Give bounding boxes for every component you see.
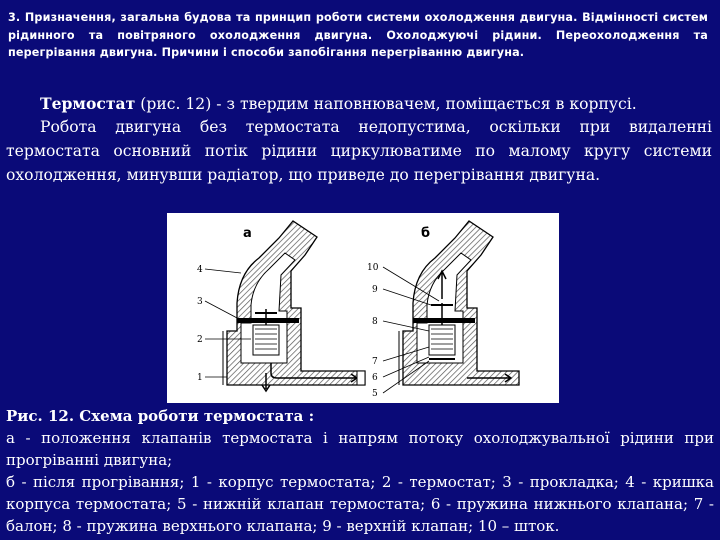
label-a: а (243, 226, 252, 241)
label-b: б (421, 226, 431, 241)
callout-10: 10 (367, 263, 379, 273)
callout-7: 7 (372, 357, 378, 367)
callout-4: 4 (197, 265, 203, 275)
slide-title: 3. Призначення, загальна будова та принцип роботи системи охолодження двигуна. Відмінності систем рідинного та повітряного охолодження двигуна. Охолоджуючі рідини. Переохолодження та перегрівання двигуна. Причини і способи запобігання перегріванню двигуна. (8, 11, 708, 59)
caption-line-b: б - після прогрівання; 1 - корпус термостата; 2 - термостат; 3 - прокладка; 4 - кришка корпуса термостата; 5 - нижній клапан термостата; 6 - пружина нижнього клапана; 7 - балон; 8 - пружина верхнього клапана; 9 - верхній клапан; 10 – шток. (6, 473, 714, 535)
caption-title: Рис. 12. Схема роботи термостата : (6, 407, 315, 425)
term-thermostat: Термостат (40, 94, 136, 113)
thermostat-paragraph (6, 92, 712, 116)
caption-line-a: а - положення клапанів термостата і напрям потоку охолоджувальної рідини при прогріванні двигуна; (6, 429, 714, 469)
callout-3: 3 (197, 297, 203, 307)
thermostat-view-b (399, 221, 519, 385)
operation-paragraph: Робота двигуна без термостата недопустима, оскільки при видаленні термостата основний потік рідини циркулюватиме по малому кругу системи охолодження, минувши радіатор, що приведе до перегрівання двигуна. (6, 118, 712, 184)
callout-8: 8 (372, 317, 378, 327)
thermostat-view-a (223, 221, 365, 391)
callout-1: 1 (197, 373, 203, 383)
callout-6: 6 (372, 373, 378, 383)
callout-9: 9 (372, 285, 378, 295)
callout-5: 5 (372, 389, 378, 399)
figure-caption (6, 405, 714, 537)
callout-2: 2 (197, 335, 203, 345)
thermostat-diagram (167, 213, 559, 403)
thermostat-paragraph-text: (рис. 12) - з твердим наповнювачем, поміщається в корпусі. (135, 95, 637, 113)
